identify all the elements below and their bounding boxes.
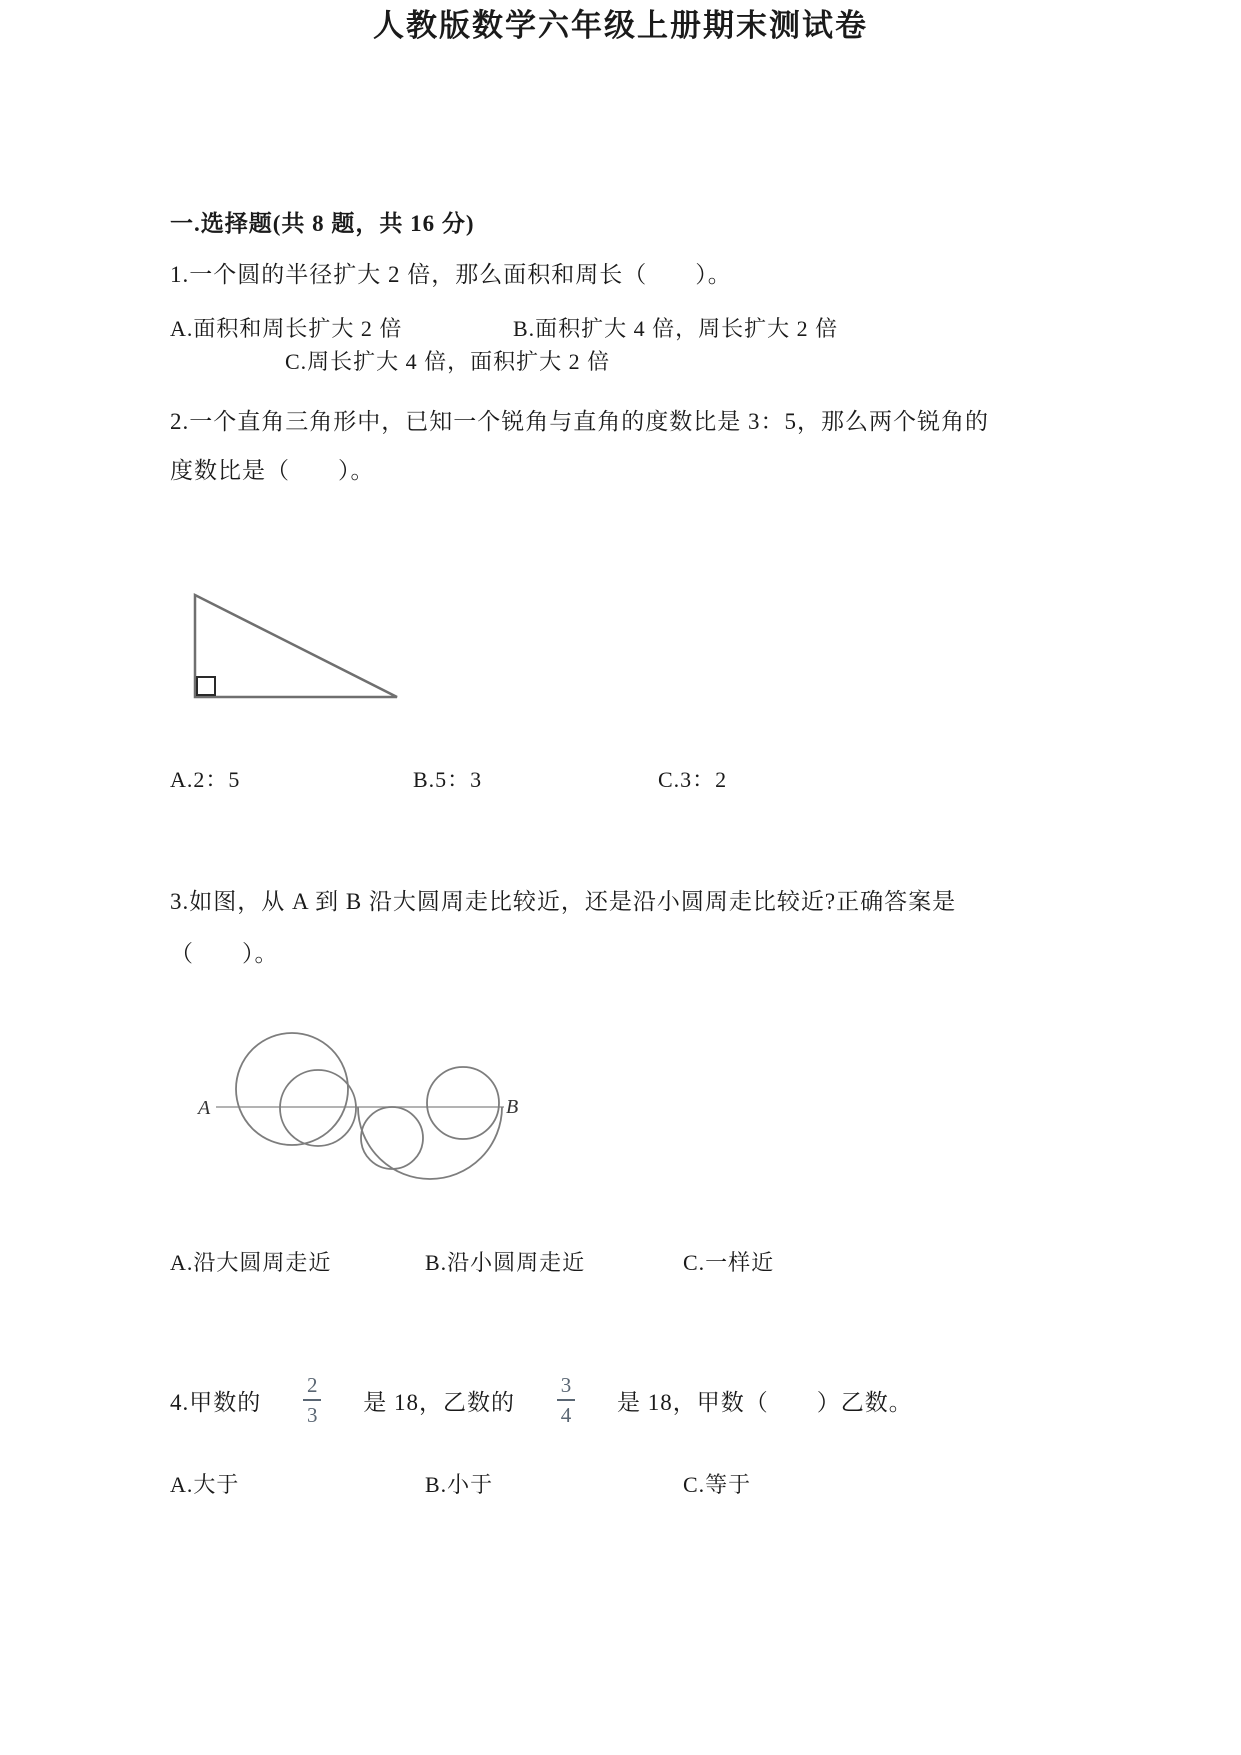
circles-figure <box>170 1025 530 1185</box>
fraction-three-fourths <box>557 1373 575 1427</box>
question-4-part3: 是 18，甲数（ ）乙数。 <box>617 1389 913 1415</box>
question-2-text-line2: 度数比是（ ）。 <box>170 458 375 483</box>
question-1-text: 1.一个圆的半径扩大 2 倍，那么面积和周长（ ）。 <box>170 262 732 287</box>
question-3-option-c: C.一样近 <box>683 1250 775 1275</box>
question-3-text-line2: （ ）。 <box>170 941 279 966</box>
right-upper-circle <box>427 1067 499 1139</box>
right-angle-marker <box>197 677 215 695</box>
triangle-outline <box>195 595 397 697</box>
question-2-option-b: B.5：3 <box>413 767 483 792</box>
fraction-numerator: 3 <box>560 1372 572 1397</box>
question-2-option-c: C.3：2 <box>658 767 728 792</box>
fraction-two-thirds <box>303 1373 321 1427</box>
fraction-denominator: 3 <box>307 1403 318 1427</box>
page-title: 人教版数学六年级上册期末测试卷 <box>373 8 868 43</box>
label-b: B <box>506 1096 519 1118</box>
question-2-option-a: A.2：5 <box>170 767 241 792</box>
right-triangle-figure <box>186 588 406 708</box>
question-4-option-a: A.大于 <box>170 1472 240 1497</box>
fraction-bar <box>303 1399 321 1401</box>
question-1-option-c: C.周长扩大 4 倍，面积扩大 2 倍 <box>285 349 611 374</box>
fraction-bar <box>557 1399 575 1401</box>
fraction-numerator: 2 <box>307 1372 318 1397</box>
question-3-option-b: B.沿小圆周走近 <box>425 1250 586 1275</box>
question-1-option-b: B.面积扩大 4 倍，周长扩大 2 倍 <box>513 316 839 341</box>
section-heading: 一.选择题(共 8 题，共 16 分) <box>170 211 475 236</box>
question-3-option-a: A.沿大圆周走近 <box>170 1250 332 1275</box>
question-2-text-line1: 2.一个直角三角形中，已知一个锐角与直角的度数比是 3：5，那么两个锐角的 <box>170 409 989 434</box>
question-3-text-line1: 3.如图，从 A 到 B 沿大圆周走比较近，还是沿小圆周走比较近?正确答案是 <box>170 889 957 914</box>
question-4-option-b: B.小于 <box>425 1472 494 1497</box>
question-4-part1: 4.甲数的 <box>170 1389 262 1415</box>
middle-lower-circle <box>361 1107 423 1169</box>
question-4-option-c: C.等于 <box>683 1472 752 1497</box>
question-4-text <box>170 1356 913 1444</box>
big-left-circle <box>236 1033 348 1145</box>
question-4-part2: 是 18，乙数的 <box>363 1389 515 1415</box>
label-a: A <box>198 1097 211 1119</box>
fraction-denominator: 4 <box>560 1403 572 1427</box>
question-1-option-a: A.面积和周长扩大 2 倍 <box>170 316 403 341</box>
